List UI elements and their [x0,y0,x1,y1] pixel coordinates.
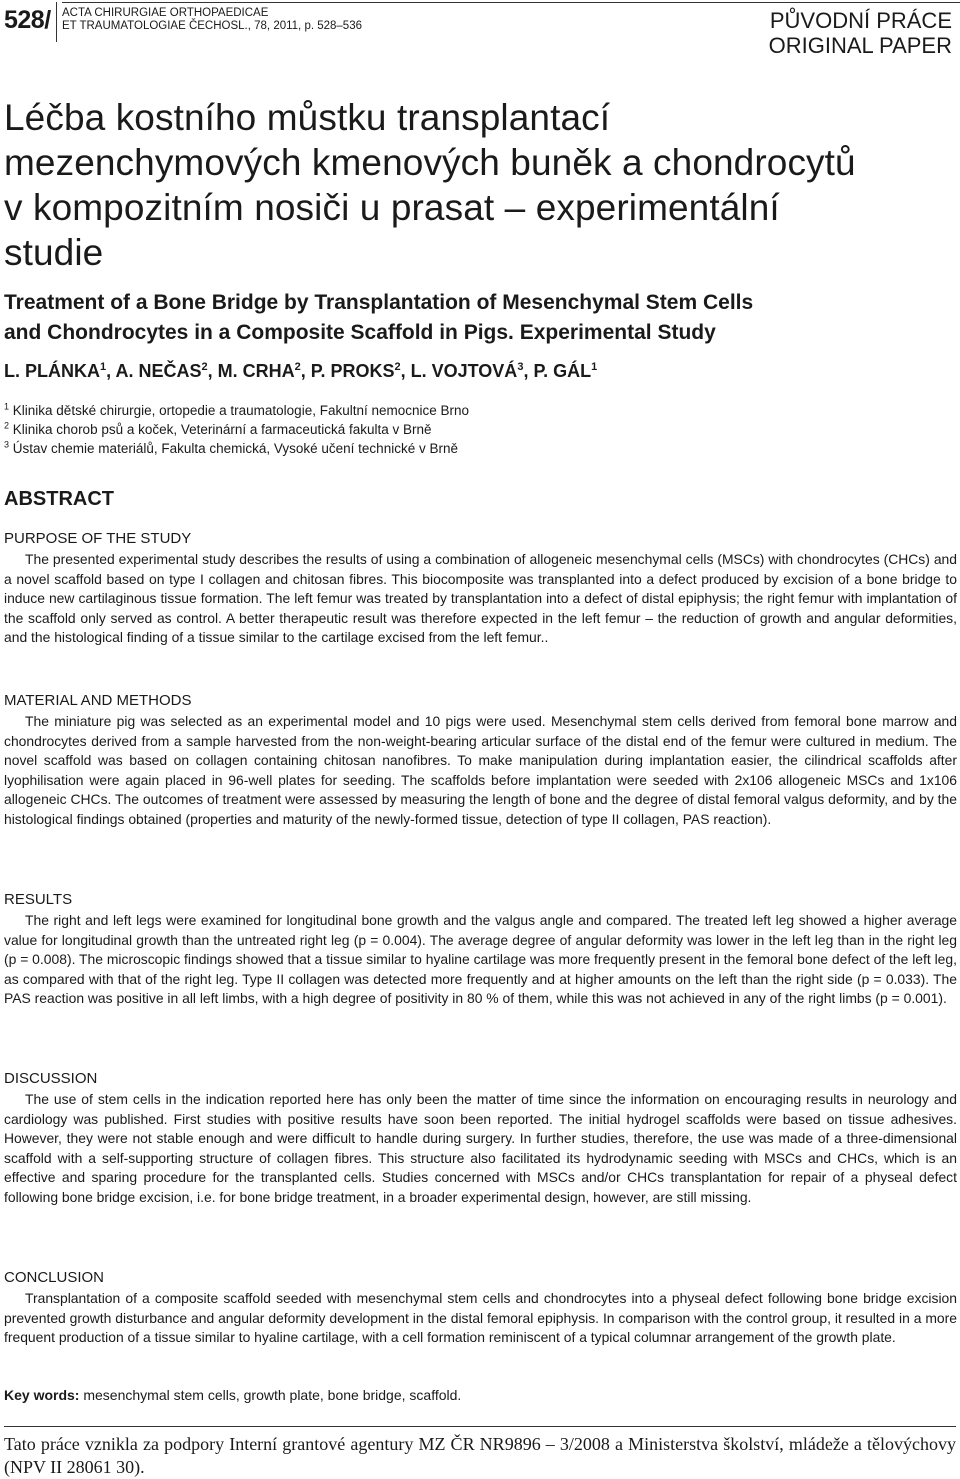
journal-header [0,0,960,58]
journal-name-line1: ACTA CHIRURGIAE ORTHOPAEDICAE [62,7,269,19]
section-heading: CONCLUSION [4,1269,105,1286]
section-text: The right and left legs were examined for longitudinal bone growth and the valgus angle and compared. The treated left leg showed a higher average value for longitudinal growth than the untreated right leg (p = 0.004). The average degree of angular deformity was lower in the left leg than in the right leg (p = 0.008). The microscopic findings showed that a tissue similar to hyaline cartilage was more frequently present in the femoral bone defect of the left leg, as compared with that of the right leg. Type II collagen was detected more frequently and at higher amounts on the left than the right side (p = 0.033). The PAS reaction was positive in all left limbs, with a high degree of positivity in 80 % of them, while this was not achieved in any of the right limbs (p = 0.001). [4,912,957,1007]
section-heading: RESULTS [4,891,73,908]
section-text: The presented experimental study describes the results of using a combination of allogeneic mesenchymal cells (MSCs) with chondrocytes (CHCs) and a novel scaffold based on type I collagen and chitosan fibres. This biocomposite was transplanted into a defect produced by excision of a bone bridge to induce new cartilaginous tissue formation. The left femur was treated by transplantation into a defect of distal epiphysis; the right femur with implantation of the scaffold only served as control. A better therapeutic result was therefore expected in the left femur – the reduction of growth and angular deformities, and the histological finding of a tissue similar to the cartilage excised from the left femur.. [4,551,957,646]
affiliation: $^2$ Klinika chorob psů a koček, Veterinární a farmaceutická fakulta v Brně [4,420,432,437]
journal-name [62,7,362,33]
author: L. PLÁNKA$^1$, [4,361,116,381]
keywords-text: mesenchymal stem cells, growth plate, bone bridge, scaffold. [79,1387,462,1403]
journal-name-line2: ET TRAUMATOLOGIAE ČECHOSL., 78, 2011, p. 528–536 [62,20,362,32]
title-english [4,288,954,348]
article-type-cz: PŮVODNÍ PRÁCE [769,8,952,33]
section-heading: PURPOSE OF THE STUDY [4,530,192,547]
author: L. VOJTOVÁ$^3$, [410,361,534,381]
section-text: The use of stem cells in the indication reported here has only been the matter of time since the information on encouraging results in neurology and cardiology was published. First studies with positive results have soon been reported. The initial hydrogel scaffolds were based on tissue adhesives. However, they were not stable enough and were difficult to handle during surgery. In further studies, therefore, the use was made of a three-dimensional scaffold with a self-supporting structure of collagen fibres. This structure also facilitated its hydrodynamic seeding with MSCs and CHCs, which is an effective and sparing procedure for the transplanted cells. Studies concerned with MSCs and/or CHCs transplantation for repair of a physeal defect following bone bridge excision, i.e. for bone bridge treatment, in a broader experimental design, however, are still missing. [4,1091,957,1205]
author: A. NEČAS$^2$, [115,361,218,381]
abstract-heading: ABSTRACT [4,488,114,510]
section-discussion [4,1069,957,1208]
author: M. CRHA$^2$, [217,361,311,381]
title-czech-line: studie [4,232,104,273]
section-conclusion [4,1268,957,1348]
affiliation: $^1$ Klinika dětské chirurgie, ortopedie a traumatologie, Fakultní nemocnice Brno [4,401,470,418]
article-type-en: ORIGINAL PAPER [768,33,952,58]
title-english-line: and Chondrocytes in a Composite Scaffold in Pigs. Experimental Study [4,321,716,344]
affiliation: $^3$ Ústav chemie materiálů, Fakulta chemická, Vysoké učení technické v Brně [4,439,458,456]
author: P. GÁL$^1$ [533,361,598,381]
section-heading: MATERIAL AND METHODS [4,692,192,709]
article-type [769,8,952,58]
funding-footnote: Tato práce vznikla za podpory Interní grantové agentury MZ ČR NR9896 – 3/2008 a Ministerstva školství, mládeže a tělovýchovy (NPV II 28061 30). [4,1434,956,1477]
author-list [4,360,954,382]
section-methods [4,691,957,830]
section-purpose [4,529,957,648]
title-czech-line: mezenchymových kmenových buněk a chondrocytů [4,142,856,183]
section-heading: DISCUSSION [4,1070,98,1087]
keywords [4,1387,461,1403]
footnote-rule [4,1426,956,1427]
section-text: The miniature pig was selected as an experimental model and 10 pigs were used. Mesenchymal stem cells derived from femoral bone marrow and chondrocytes derived from a sample harvested from the non-weight-bearing articular surface of the distal end of the femur were cultured in medium. The novel scaffold was based on collagen containing chitosan nanofibres. To make manipulation during implantation easier, the cilindrical scaffolds after lyophilisation were again placed in 96-well plates for seeding. The scaffolds before implantation were seeded with 2x106 allogeneic MSCs and 1x106 allogeneic CHCs. The outcomes of treatment were assessed by measuring the length of bone and the degree of distal femoral valgus deformity, and by the histological findings obtained (properties and maturity of the newly-formed tissue, detection of type II collagen, PAS reaction). [4,713,957,827]
section-results [4,890,957,1009]
title-czech-line: Léčba kostního můstku transplantací [4,97,611,138]
author: P. PROKS$^2$, [310,361,411,381]
title-czech [4,95,954,275]
title-english-line: Treatment of a Bone Bridge by Transplantation of Mesenchymal Stem Cells [4,291,754,314]
title-czech-line: v kompozitním nosiči u prasat – experimentální [4,187,780,228]
header-rule [62,2,960,3]
affiliation-list [4,401,954,458]
page-number: 528/ [4,6,51,34]
keywords-label: Key words: [4,1387,80,1403]
section-text: Transplantation of a composite scaffold seeded with mesenchymal stem cells and chondrocytes into a physeal defect following bone bridge excision prevented growth disturbance and angular deformity development in the distal femoral epiphysis. In comparison with the control group, it resulted in a more frequent production of a tissue similar to hyaline cartilage, with a cell formation reminiscent of a typical columnar arrangement of the growth plate. [4,1290,957,1346]
header-divider [56,2,57,42]
